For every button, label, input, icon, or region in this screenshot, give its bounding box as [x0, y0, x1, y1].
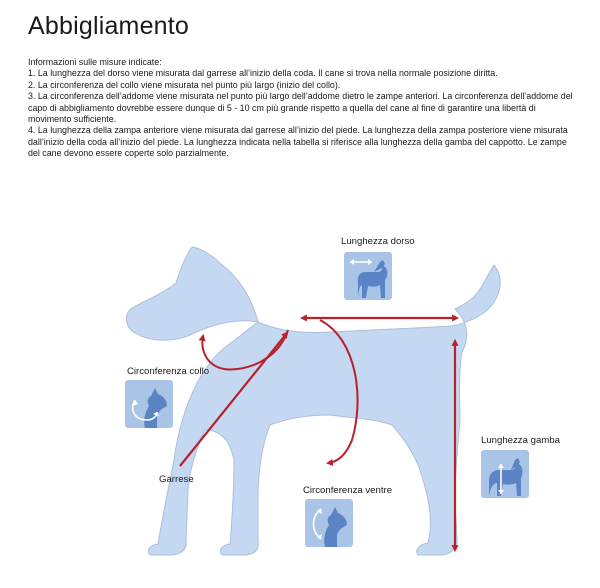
label-belly-circumference: Circonferenza ventre — [303, 485, 393, 496]
info-item-1: 1. La lunghezza del dorso viene misurata dal garrese all’inizio della coda. Il cane si trova nella normale posizione diritta. — [28, 68, 498, 79]
page-title: Abbigliamento — [28, 12, 190, 40]
dog-silhouette — [126, 247, 258, 340]
info-heading: Informazioni sulle misure indicate: — [28, 57, 162, 67]
label-neck-circumference: Circonferenza collo — [127, 366, 210, 377]
belly-circumference-icon — [305, 499, 353, 547]
leg-length-icon — [481, 450, 529, 498]
info-item-2: 2. La circonferenza del collo viene misurata nel punto più largo (inizio del collo). — [28, 79, 341, 90]
info-item-4: 4. La lunghezza della zampa anteriore viene misurata dal garrese all’inizio del piede. La lunghezza della zampa posteriore viene misurata dall’inizio della coda all’inizio del piede. La lunghezza indicata nella tabella si riferisce alla lunghezza della gamba del cappotto. Le zampe del cane devono essere coperte solo parzialmente. — [28, 125, 568, 159]
label-leg-length: Lunghezza gamba — [481, 435, 560, 446]
info-item-3: 3. La circonferenza dell’addome viene misurata nel punto più largo dell’addome dietro le zampe anteriori. La circonferenza dell’addome del capo di abbigliamento dovrebbe essere dunque di 5 - 10 cm più grande rispetto a quella del cane al fine di garantire una libertà di movimento sufficiente. — [28, 91, 573, 125]
back-length-icon — [344, 252, 392, 300]
label-back-length: Lunghezza dorso — [341, 236, 415, 247]
neck-circumference-icon — [125, 380, 173, 428]
label-withers: Garrese — [159, 474, 194, 485]
